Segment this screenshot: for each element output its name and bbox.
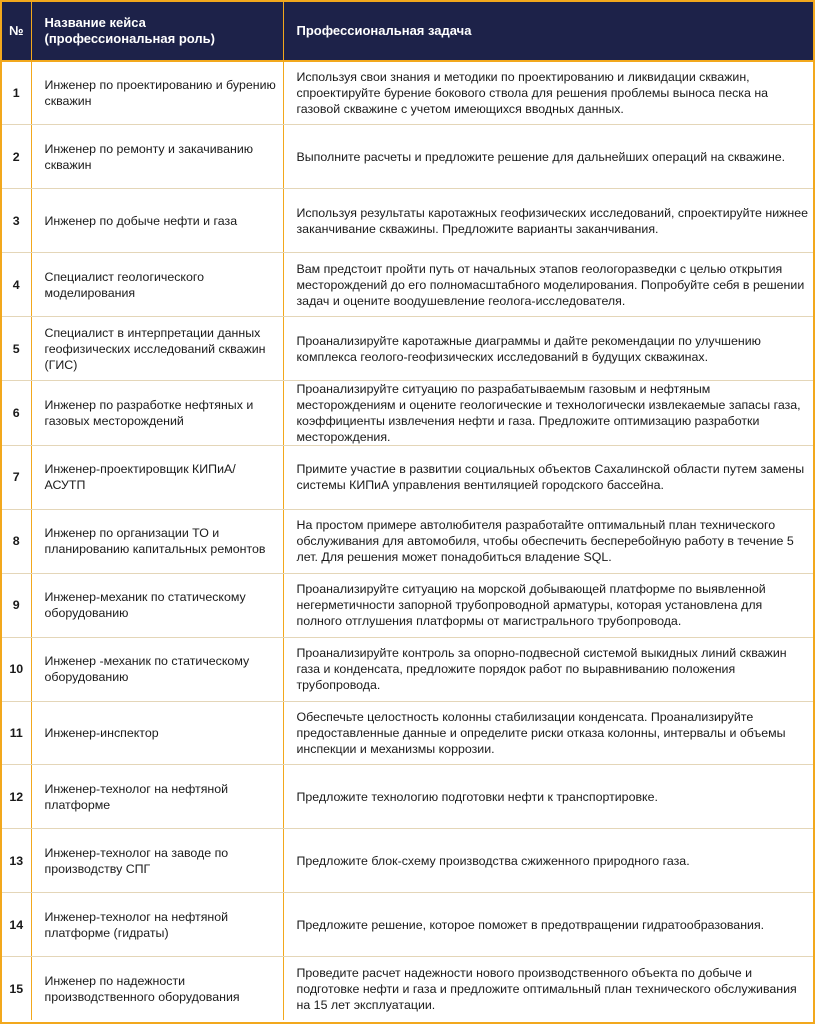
- row-number: 15: [9, 981, 24, 996]
- table-row: [2, 125, 813, 189]
- case-role: Специалист в интерпретации данных геофизических исследований скважин (ГИС): [31, 317, 283, 381]
- row-number: 7: [2, 445, 31, 509]
- table-row: [2, 637, 813, 701]
- case-role: Инженер-инспектор: [31, 701, 283, 765]
- row-number: 10: [2, 637, 31, 701]
- row-number: 13: [2, 829, 31, 893]
- case-task: Проанализируйте ситуацию на морской добывающей платформе по выявленной негерметичности запорной трубопроводной арматуры, которая установлена для полного отглушения платформы от магистрального трубопровода.: [283, 573, 813, 637]
- table-row: [2, 957, 813, 1021]
- row-number: 1: [2, 61, 31, 125]
- row-number: 5: [2, 317, 31, 381]
- case-role: Инженер по ремонту и закачиванию скважин: [31, 125, 283, 189]
- header-num: №: [2, 2, 31, 61]
- row-number: 14: [2, 893, 31, 957]
- case-role: Инженер по добыче нефти и газа: [31, 189, 283, 253]
- case-task: Предложите технологию подготовки нефти к транспортировке.: [283, 765, 813, 829]
- row-number: 6: [2, 380, 31, 445]
- row-number: 2: [2, 125, 31, 189]
- table-row: [2, 189, 813, 253]
- table-row: [2, 765, 813, 829]
- table-row: [2, 61, 813, 125]
- case-task: Используя результаты каротажных геофизических исследований, спроектируйте нижнее заканчивание скважины. Предложите варианты заканчивания.: [283, 189, 813, 253]
- case-role: Инженер по разработке нефтяных и газовых месторождений: [31, 380, 283, 445]
- table-row: [2, 509, 813, 573]
- case-task: Предложите решение, которое поможет в предотвращении гидратообразования.: [283, 893, 813, 957]
- case-task: Проанализируйте ситуацию по разрабатываемым газовым и нефтяным месторождениям и оцените геологические и технологически извлекаемые запасы газа, коэффициенты извлечения нефти и газа. Предложите оптимизацию разработки месторождения.: [283, 380, 813, 445]
- case-role: Инженер-проектировщик КИПиА/АСУТП: [31, 445, 283, 509]
- row-number: 8: [2, 509, 31, 573]
- header-task: Профессиональная задача: [283, 2, 813, 61]
- header-role-text: Название кейса (профессиональная роль): [44, 15, 215, 46]
- case-task: На простом примере автолюбителя разработайте оптимальный план технического обслуживания для автомобиля, чтобы обеспечить бесперебойную работу в течение 5 лет. Для решения может понадобиться владение SQL.: [283, 509, 813, 573]
- table-row: [2, 380, 813, 445]
- table-row: [2, 829, 813, 893]
- row-number: 12: [2, 765, 31, 829]
- row-number: 11: [2, 701, 31, 765]
- case-task: Выполните расчеты и предложите решение для дальнейших операций на скважине.: [283, 125, 813, 189]
- table-body: [2, 61, 813, 1020]
- case-role: Специалист геологического моделирования: [31, 253, 283, 317]
- row-number: 4: [2, 253, 31, 317]
- case-role: Инженер-технолог на нефтяной платформе: [31, 765, 283, 829]
- table-row: [2, 253, 813, 317]
- case-role: Инженер-технолог на заводе по производству СПГ: [31, 829, 283, 893]
- table-row: [2, 701, 813, 765]
- header-role: [31, 2, 283, 61]
- case-role: Инженер-механик по статическому оборудованию: [31, 573, 283, 637]
- case-role: Инженер по надежности производственного оборудования: [31, 957, 283, 1021]
- case-role: Инженер по проектированию и бурению скважин: [31, 61, 283, 125]
- case-task: Проведите расчет надежности нового производственного объекта по добыче и подготовке нефти и газа и предложите оптимальный план технического обслуживания на 15 лет эксплуатации.: [283, 957, 813, 1021]
- table-row: [2, 445, 813, 509]
- case-task: Используя свои знания и методики по проектированию и ликвидации скважин, спроектируйте бурение бокового ствола для решения проблемы выноса песка на газовой скважине с учетом имеющихся вводных данных.: [283, 61, 813, 125]
- case-task: Проанализируйте каротажные диаграммы и дайте рекомендации по улучшению комплекса геолого-геофизических исследований в будущих скважинах.: [283, 317, 813, 381]
- case-role: Инженер по организации ТО и планированию капитальных ремонтов: [31, 509, 283, 573]
- case-task: Обеспечьте целостность колонны стабилизации конденсата. Проанализируйте предоставленные данные и определите риски отказа колонны, интервалы и объемы инспекции и механизмы коррозии.: [283, 701, 813, 765]
- table-row: [2, 573, 813, 637]
- case-task: Примите участие в развитии социальных объектов Сахалинской области путем замены системы КИПиА управления вентиляцией городского бассейна.: [283, 445, 813, 509]
- case-task: Проанализируйте контроль за опорно-подвесной системой выкидных линий скважин газа и конденсата, предложите порядок работ по выравниванию положения трубопровода.: [283, 637, 813, 701]
- case-task: Вам предстоит пройти путь от начальных этапов геологоразведки с целью открытия месторождений до его полномасштабного моделирования. Попробуйте себя в решении задач и оцените воодушевление геолога-исследователя.: [283, 253, 813, 317]
- case-task: Предложите блок-схему производства сжиженного природного газа.: [283, 829, 813, 893]
- table-row: [2, 317, 813, 381]
- case-role: Инженер-технолог на нефтяной платформе (гидраты): [31, 893, 283, 957]
- header-row: [2, 2, 813, 61]
- row-number: 3: [2, 189, 31, 253]
- table-row: [2, 893, 813, 957]
- cases-table: [2, 2, 813, 1020]
- row-number: 9: [2, 573, 31, 637]
- case-role: Инженер -механик по статическому оборудованию: [31, 637, 283, 701]
- table-header: [2, 2, 813, 61]
